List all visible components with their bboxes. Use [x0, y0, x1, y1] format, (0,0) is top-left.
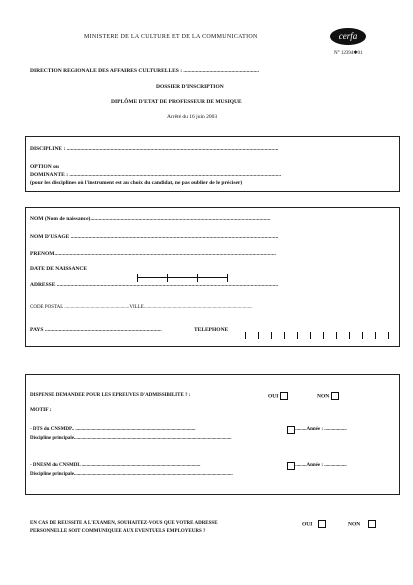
discipline-field[interactable]: DISCIPLINE : .......................................................................................................................................................... — [30, 146, 279, 152]
pays-field[interactable]: PAYS ..................................................................................... — [30, 327, 162, 333]
dnesm-field[interactable]: - DNESM du CNSMDL ............................................................................................... — [30, 463, 201, 468]
oui-label: OUI — [268, 393, 279, 400]
dispense-question: DISPENSE DEMANDEE POUR LES EPREUVES D'ADMISSIBILITE ? : — [30, 393, 191, 398]
employeurs-question-line2: PERSONNELLE SOIT COMMUNIQUEE AUX EVENTUELS EMPLOYEURS ? — [30, 529, 206, 534]
form-number: N° 12394✱01 — [334, 51, 363, 56]
telephone-boxes[interactable] — [245, 326, 389, 344]
footer-oui-checkbox[interactable] — [318, 520, 326, 528]
motif-label: MOTIF : — [30, 407, 52, 413]
code-postal-ville-field[interactable]: CODE POSTAL ....................................................VILLE....................................................................................... — [30, 305, 253, 310]
dnesm-annee-field[interactable]: ..........Année : .................. — [294, 463, 347, 468]
dts-field[interactable]: - DTS du CNSMDP.. ................................................................................................ — [30, 427, 196, 432]
dispense-non-checkbox[interactable] — [331, 392, 339, 400]
adresse-field[interactable]: ADRESSE ................................................................................................................................................................. — [30, 282, 279, 288]
non-label: NON — [348, 521, 361, 528]
dts-discipline-field[interactable]: Discipline principale.............................................................................................................................. — [30, 436, 232, 441]
footer-non-checkbox[interactable] — [368, 520, 376, 528]
diplome-title: DIPLÔME D'ETAT DE PROFESSEUR DE MUSIQUE — [111, 99, 242, 105]
nom-usage-field[interactable]: NOM D'USAGE ....................................................................................................................................................... — [30, 234, 279, 240]
ministry-title: MINISTERE DE LA CULTURE ET DE LA COMMUNICATION — [84, 34, 258, 40]
date-naissance-label: DATE DE NAISSANCE — [30, 266, 88, 272]
dispense-non-option[interactable] — [317, 392, 339, 400]
footer-non-option[interactable] — [348, 520, 376, 528]
instrument-note: (pour les disciplines où l'instrument est au choix du candidat, ne pas oublier de le préciser) — [30, 180, 243, 186]
footer-oui-option[interactable] — [302, 520, 326, 528]
nom-field[interactable]: NOM (Nom de naissance)................................................................................................................................... — [30, 216, 271, 222]
option-label: OPTION ou — [30, 164, 59, 170]
cerfa-logo: cerfa — [330, 28, 366, 45]
dominante-field[interactable]: DOMINANTE : .......................................................................................................................................................... — [30, 172, 282, 178]
oui-label: OUI — [302, 521, 313, 528]
prenom-field[interactable]: PRENOM................................................................................................................................................................. — [30, 251, 276, 257]
telephone-label: TELEPHONE — [194, 327, 229, 333]
direction-field[interactable]: DIRECTION REGIONALE DES AFFAIRES CULTURELLES : ....................................................... — [30, 68, 260, 74]
dispense-oui-checkbox[interactable] — [280, 392, 288, 400]
dnesm-discipline-field[interactable]: Discipline principale............................................................................................................................... — [30, 472, 233, 477]
employeurs-question-line1: EN CAS DE REUSSITE A L'EXAMEN, SOUHAITEZ-VOUS QUE VOTRE ADRESSE — [30, 521, 218, 526]
arrete-text: Arrêté du 16 juin 2003 — [167, 114, 218, 120]
date-naissance-boxes[interactable] — [137, 264, 228, 282]
dts-annee-field[interactable]: ..........Année : .................. — [294, 427, 347, 432]
dossier-title: DOSSIER D'INSCRIPTION — [156, 84, 224, 90]
non-label: NON — [317, 393, 330, 400]
dispense-oui-option[interactable] — [268, 392, 288, 400]
